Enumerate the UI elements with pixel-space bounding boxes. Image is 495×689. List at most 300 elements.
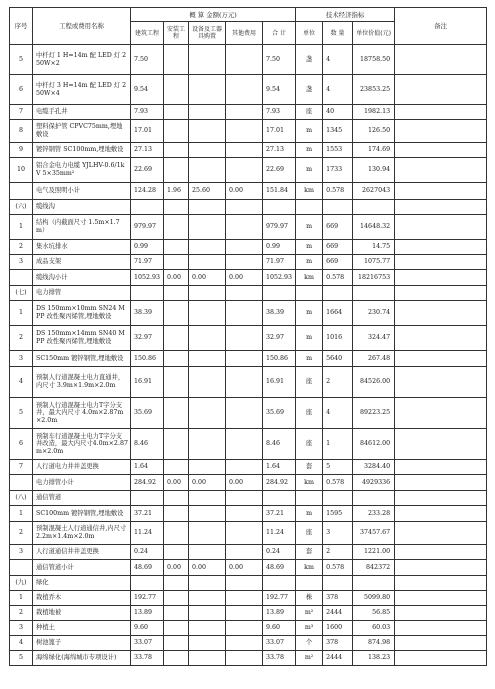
cell-quantity: 3: [323, 522, 353, 545]
cell-total: 0.24: [263, 545, 296, 560]
cell-total: [263, 200, 296, 215]
cell-unit-value: [353, 491, 395, 506]
cell-other: 0.00: [226, 560, 263, 576]
cell-total: 22.69: [263, 158, 296, 183]
cell-equipment: [189, 506, 226, 522]
cell-other: [226, 286, 263, 301]
cell-quantity: [323, 491, 353, 506]
table-row: [10, 240, 487, 255]
cell-equipment: [189, 651, 226, 666]
cell-total: 32.97: [263, 326, 296, 351]
cell-equipment: [189, 636, 226, 651]
table-row: [10, 183, 487, 200]
cell-unit: m: [296, 255, 323, 270]
cell-quantity: 1595: [323, 506, 353, 522]
cell-total: 150.86: [263, 351, 296, 367]
cell-total: 11.24: [263, 522, 296, 545]
cell-name: 海绵绿化(海绵城市专项设计): [33, 651, 131, 666]
cell-seq: 2: [10, 522, 33, 545]
header-equipment: 设备及工器具购置: [189, 22, 226, 45]
cell-seq: 6: [10, 429, 33, 460]
cell-remark: [395, 560, 487, 576]
cell-unit: 座: [296, 429, 323, 460]
cell-quantity: 40: [323, 105, 353, 120]
cell-unit-value: 84526.00: [353, 367, 395, 398]
cell-equipment: [189, 491, 226, 506]
cell-remark: [395, 105, 487, 120]
cell-equipment: 0.00: [189, 560, 226, 576]
cell-total: 48.69: [263, 560, 296, 576]
table-row: [10, 326, 487, 351]
cell-name: 人行道通信井井盖更换: [33, 545, 131, 560]
cell-equipment: [189, 429, 226, 460]
cell-name: 结构（内截面尺寸 1.5m×1.7m）: [33, 215, 131, 240]
table-row: [10, 286, 487, 301]
cell-unit: 盏: [296, 45, 323, 75]
cell-remark: [395, 301, 487, 326]
cell-building: 1052.93: [131, 270, 164, 286]
cell-unit-value: 1075.77: [353, 255, 395, 270]
cell-unit-value: 174.69: [353, 143, 395, 158]
cell-seq: 7: [10, 105, 33, 120]
cell-quantity: 5640: [323, 351, 353, 367]
cell-seq: 8: [10, 120, 33, 143]
cell-quantity: [323, 576, 353, 591]
cell-install: [164, 606, 189, 621]
cell-other: [226, 506, 263, 522]
cell-unit: 盏: [296, 75, 323, 105]
cell-unit-value: 37457.67: [353, 522, 395, 545]
cell-unit-value: 23853.25: [353, 75, 395, 105]
cell-name: 中杆灯 1 H=14m 配 LED 灯 250W×2: [33, 45, 131, 75]
cell-unit: m: [296, 215, 323, 240]
cell-total: 0.99: [263, 240, 296, 255]
cell-unit: 套: [296, 545, 323, 560]
cell-install: [164, 240, 189, 255]
cell-total: 16.91: [263, 367, 296, 398]
cell-building: 13.89: [131, 606, 164, 621]
cell-unit: m: [296, 158, 323, 183]
cell-unit-value: 230.74: [353, 301, 395, 326]
cell-remark: [395, 120, 487, 143]
cell-unit: 株: [296, 591, 323, 606]
cell-unit-value: 89223.25: [353, 398, 395, 429]
table-row: [10, 255, 487, 270]
cell-remark: [395, 215, 487, 240]
cell-seq: 3: [10, 545, 33, 560]
cell-install: [164, 326, 189, 351]
cell-building: 192.77: [131, 591, 164, 606]
cell-unit: m³: [296, 621, 323, 636]
cell-equipment: [189, 522, 226, 545]
cell-remark: [395, 491, 487, 506]
cell-equipment: 25.60: [189, 183, 226, 200]
cell-other: [226, 143, 263, 158]
cell-unit: [296, 576, 323, 591]
cell-equipment: [189, 286, 226, 301]
cell-quantity: 1345: [323, 120, 353, 143]
cell-name: SC100mm 镀锌钢管,埋地敷设: [33, 506, 131, 522]
table-row: [10, 351, 487, 367]
cell-total: [263, 576, 296, 591]
cell-other: [226, 45, 263, 75]
cell-remark: [395, 367, 487, 398]
cell-quantity: 4: [323, 75, 353, 105]
cell-equipment: 0.00: [189, 270, 226, 286]
cell-building: 71.97: [131, 255, 164, 270]
cell-unit: 个: [296, 636, 323, 651]
cell-quantity: 378: [323, 636, 353, 651]
cell-install: [164, 215, 189, 240]
table-row: [10, 200, 487, 215]
cell-unit: m²: [296, 651, 323, 666]
cell-unit-value: 874.98: [353, 636, 395, 651]
cell-seq: 6: [10, 75, 33, 105]
cell-remark: [395, 576, 487, 591]
cell-seq: [10, 560, 33, 576]
cell-unit: m: [296, 143, 323, 158]
table-row: [10, 429, 487, 460]
cell-name: 栽植地被: [33, 606, 131, 621]
cell-building: 1.64: [131, 460, 164, 475]
cell-equipment: [189, 120, 226, 143]
cell-remark: [395, 143, 487, 158]
cell-building: [131, 491, 164, 506]
cell-total: [263, 491, 296, 506]
cell-seq: 4: [10, 367, 33, 398]
cell-install: [164, 621, 189, 636]
cell-total: 7.50: [263, 45, 296, 75]
cell-unit-value: 2627043: [353, 183, 395, 200]
cell-building: 27.13: [131, 143, 164, 158]
cell-other: [226, 545, 263, 560]
cell-remark: [395, 255, 487, 270]
cell-total: 33.07: [263, 636, 296, 651]
cell-equipment: [189, 591, 226, 606]
cell-unit-value: [353, 576, 395, 591]
cell-unit-value: 267.48: [353, 351, 395, 367]
cell-unit: m: [296, 240, 323, 255]
cell-other: 0.00: [226, 270, 263, 286]
cell-unit: m: [296, 351, 323, 367]
header-other: 其他费用: [226, 22, 263, 45]
cell-equipment: 0.00: [189, 475, 226, 491]
cell-other: [226, 351, 263, 367]
cell-install: [164, 120, 189, 143]
cell-building: 979.97: [131, 215, 164, 240]
cell-install: [164, 651, 189, 666]
cell-name: 铝合金电力电缆 YJLHV-0.6/1kV 5×35mm²: [33, 158, 131, 183]
cell-unit-value: 56.85: [353, 606, 395, 621]
cell-name: 集水坑排水: [33, 240, 131, 255]
cell-remark: [395, 286, 487, 301]
cell-name: 人行道电力井井盖更换: [33, 460, 131, 475]
cell-building: 11.24: [131, 522, 164, 545]
cell-building: 35.69: [131, 398, 164, 429]
cell-remark: [395, 45, 487, 75]
cell-seq: 1: [10, 215, 33, 240]
cell-quantity: 4: [323, 45, 353, 75]
cell-install: [164, 576, 189, 591]
cell-remark: [395, 158, 487, 183]
table-row: [10, 545, 487, 560]
cell-unit: 座: [296, 367, 323, 398]
cell-unit: m: [296, 301, 323, 326]
cell-total: 27.13: [263, 143, 296, 158]
cell-quantity: 0.578: [323, 475, 353, 491]
cell-install: [164, 491, 189, 506]
cell-total: 284.92: [263, 475, 296, 491]
cell-total: 33.78: [263, 651, 296, 666]
cell-equipment: [189, 200, 226, 215]
table-body: [10, 45, 487, 666]
cell-equipment: [189, 621, 226, 636]
cell-remark: [395, 606, 487, 621]
cell-install: 0.00: [164, 560, 189, 576]
cell-equipment: [189, 143, 226, 158]
cell-other: [226, 522, 263, 545]
cell-seq: 7: [10, 460, 33, 475]
cell-seq: 5: [10, 45, 33, 75]
cell-unit: 座: [296, 105, 323, 120]
cell-name: 缆线沟小计: [33, 270, 131, 286]
cell-quantity: 1553: [323, 143, 353, 158]
estimate-table-container: [9, 7, 486, 666]
cell-unit: [296, 491, 323, 506]
cell-total: 71.97: [263, 255, 296, 270]
cell-other: [226, 75, 263, 105]
cell-install: [164, 367, 189, 398]
cell-building: 48.69: [131, 560, 164, 576]
cell-unit: km: [296, 475, 323, 491]
cell-unit-value: 5099.80: [353, 591, 395, 606]
cell-building: 9.54: [131, 75, 164, 105]
cell-total: 9.54: [263, 75, 296, 105]
cell-quantity: 4: [323, 398, 353, 429]
cell-name: DS 150mm×14mm SN40 MPP 改性聚丙烯管,埋地敷设: [33, 326, 131, 351]
cell-name: DS 150mm×10mm SN24 MPP 改性聚丙烯管,埋地敷设: [33, 301, 131, 326]
header-tech-group: 技术经济指标: [296, 8, 395, 22]
cell-other: [226, 158, 263, 183]
table-row: [10, 398, 487, 429]
cell-unit-value: 14.75: [353, 240, 395, 255]
cell-remark: [395, 522, 487, 545]
cell-total: 192.77: [263, 591, 296, 606]
cell-remark: [395, 351, 487, 367]
header-total: 合 计: [263, 22, 296, 45]
cell-building: [131, 200, 164, 215]
cell-seq: 9: [10, 143, 33, 158]
cell-building: 150.86: [131, 351, 164, 367]
cell-install: [164, 506, 189, 522]
cell-unit-value: 324.47: [353, 326, 395, 351]
header-remark: 备注: [395, 8, 487, 45]
cell-install: [164, 286, 189, 301]
table-row: [10, 215, 487, 240]
header-unit-value: 单位价值(元): [353, 22, 395, 45]
cell-quantity: 0.578: [323, 560, 353, 576]
cell-unit-value: [353, 286, 395, 301]
table-row: [10, 491, 487, 506]
cell-quantity: 669: [323, 240, 353, 255]
cell-seq: (七): [10, 286, 33, 301]
cell-equipment: [189, 326, 226, 351]
cell-unit-value: 18216753: [353, 270, 395, 286]
cell-quantity: 1600: [323, 621, 353, 636]
cell-building: 22.69: [131, 158, 164, 183]
cell-unit: km: [296, 183, 323, 200]
cell-quantity: 5: [323, 460, 353, 475]
table-row: [10, 522, 487, 545]
cell-quantity: 0.578: [323, 270, 353, 286]
table-row: [10, 651, 487, 666]
cell-other: [226, 621, 263, 636]
cell-install: 1.96: [164, 183, 189, 200]
cell-other: [226, 301, 263, 326]
cell-building: 7.50: [131, 45, 164, 75]
cell-equipment: [189, 240, 226, 255]
cell-total: 9.60: [263, 621, 296, 636]
cell-building: 0.24: [131, 545, 164, 560]
cell-unit-value: 130.94: [353, 158, 395, 183]
header-unit: 单位: [296, 22, 323, 45]
cell-other: [226, 651, 263, 666]
cell-seq: 3: [10, 351, 33, 367]
cell-remark: [395, 240, 487, 255]
cell-equipment: [189, 75, 226, 105]
cell-remark: [395, 506, 487, 522]
header-estimate-group: 概 算 金额(万元): [131, 8, 296, 22]
cell-remark: [395, 398, 487, 429]
cell-other: [226, 398, 263, 429]
cell-equipment: [189, 606, 226, 621]
cell-unit: [296, 286, 323, 301]
cell-other: [226, 240, 263, 255]
cell-seq: [10, 183, 33, 200]
cell-install: [164, 591, 189, 606]
cell-remark: [395, 545, 487, 560]
cell-quantity: 1733: [323, 158, 353, 183]
header-install: 安装工程: [164, 22, 189, 45]
cell-quantity: 2444: [323, 651, 353, 666]
cell-unit: m: [296, 326, 323, 351]
cell-quantity: 378: [323, 591, 353, 606]
cell-unit-value: [353, 200, 395, 215]
cell-unit-value: 1982.13: [353, 105, 395, 120]
table-row: [10, 75, 487, 105]
cell-seq: 2: [10, 326, 33, 351]
cell-unit: 套: [296, 460, 323, 475]
cell-seq: (九): [10, 576, 33, 591]
cell-unit-value: 14648.32: [353, 215, 395, 240]
cell-remark: [395, 270, 487, 286]
cell-seq: 1: [10, 301, 33, 326]
cell-building: 7.93: [131, 105, 164, 120]
cell-other: [226, 326, 263, 351]
cell-seq: (六): [10, 200, 33, 215]
cell-seq: 4: [10, 636, 33, 651]
cell-equipment: [189, 576, 226, 591]
cell-other: [226, 105, 263, 120]
cell-total: 13.89: [263, 606, 296, 621]
cell-quantity: 0.578: [323, 183, 353, 200]
cell-name: 电力排管: [33, 286, 131, 301]
table-row: [10, 158, 487, 183]
header-seq: 序号: [10, 8, 33, 45]
cell-install: 0.00: [164, 475, 189, 491]
cell-equipment: [189, 158, 226, 183]
cell-remark: [395, 326, 487, 351]
cell-name: 通信管道: [33, 491, 131, 506]
cell-install: [164, 522, 189, 545]
cell-seq: [10, 270, 33, 286]
cell-seq: 1: [10, 506, 33, 522]
cell-quantity: 1: [323, 429, 353, 460]
cell-name: 预制混凝土人行道通信井,内尺寸 2.2m×1.4m×2.0m: [33, 522, 131, 545]
cell-remark: [395, 460, 487, 475]
cell-total: 7.93: [263, 105, 296, 120]
cell-name: 成品支架: [33, 255, 131, 270]
cell-seq: 2: [10, 240, 33, 255]
table-row: [10, 475, 487, 491]
cell-name: 栽植乔木: [33, 591, 131, 606]
cell-install: [164, 636, 189, 651]
cell-name: 预制人行道混凝土电力T字分支井，最大内尺寸 4.0m×2.87m×2.0m: [33, 398, 131, 429]
cell-seq: 1: [10, 591, 33, 606]
cell-equipment: [189, 545, 226, 560]
cell-building: 9.60: [131, 621, 164, 636]
cell-equipment: [189, 301, 226, 326]
table-row: [10, 301, 487, 326]
cell-name: 镀锌钢管 SC100mm,埋地敷设: [33, 143, 131, 158]
cell-install: [164, 143, 189, 158]
cell-install: [164, 398, 189, 429]
cell-unit-value: 1221.00: [353, 545, 395, 560]
cell-building: [131, 286, 164, 301]
cell-building: [131, 576, 164, 591]
cell-equipment: [189, 45, 226, 75]
cell-total: 37.21: [263, 506, 296, 522]
cell-seq: 5: [10, 651, 33, 666]
cell-total: 38.39: [263, 301, 296, 326]
cell-quantity: 2: [323, 545, 353, 560]
cell-other: [226, 367, 263, 398]
cell-total: 1.64: [263, 460, 296, 475]
cell-unit-value: 60.03: [353, 621, 395, 636]
cell-install: [164, 75, 189, 105]
cell-name: 预制人行道混凝土电力直通井，内尺寸 3.9m×1.9m×2.0m: [33, 367, 131, 398]
cell-total: [263, 286, 296, 301]
cell-other: [226, 429, 263, 460]
cell-install: [164, 460, 189, 475]
table-row: [10, 270, 487, 286]
cell-remark: [395, 75, 487, 105]
cell-equipment: [189, 215, 226, 240]
cell-equipment: [189, 351, 226, 367]
cell-seq: [10, 475, 33, 491]
cell-install: [164, 158, 189, 183]
cell-install: [164, 45, 189, 75]
cell-name: 通信管道小计: [33, 560, 131, 576]
cell-other: [226, 255, 263, 270]
cell-other: [226, 636, 263, 651]
cell-unit-value: 842372: [353, 560, 395, 576]
cell-unit-value: 126.50: [353, 120, 395, 143]
cell-building: 32.97: [131, 326, 164, 351]
cell-install: 0.00: [164, 270, 189, 286]
cell-total: 1052.93: [263, 270, 296, 286]
header-name: 工程或费用名称: [33, 8, 131, 45]
